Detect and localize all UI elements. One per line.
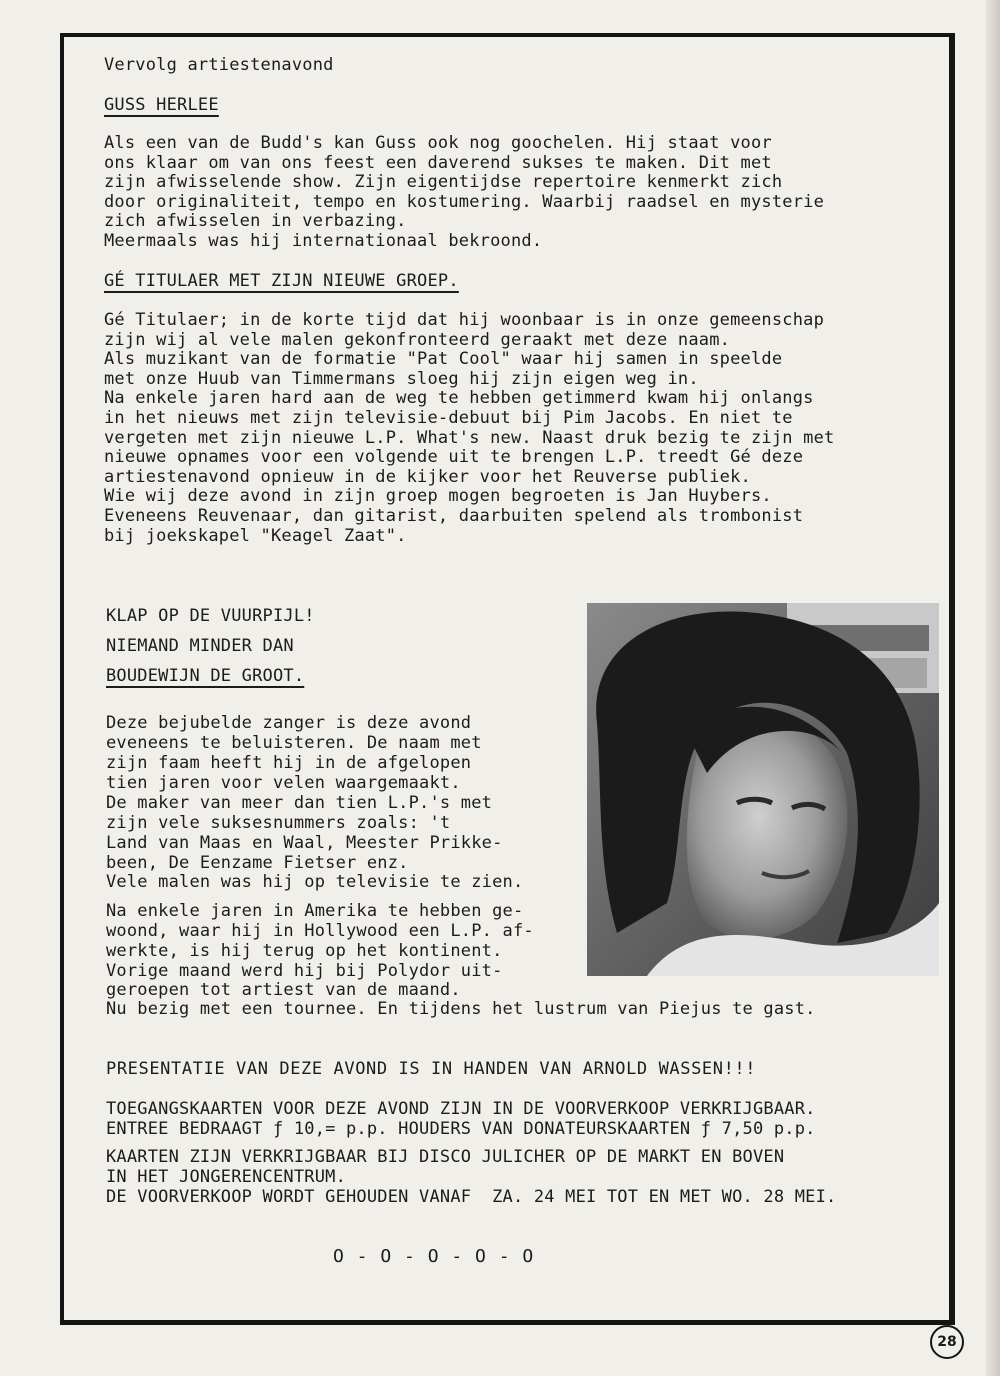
text-line: Eveneens Reuvenaar, dan gitarist, daarbuiten spelend als trombonist [104, 506, 804, 526]
text-line: nieuwe opnames voor een volgende uit te brengen L.P. treedt Gé deze [104, 447, 804, 468]
text-line: Wie wij deze avond in zijn groep mogen begroeten is Jan Huybers. [104, 486, 772, 507]
tickets-notice-line-2: ENTREE BEDRAAGT ƒ 10,= p.p. HOUDERS VAN DONATEURSKAARTEN ƒ 7,50 p.p. [106, 1119, 816, 1139]
text-line: zijn vele suksesnummers zoals: 't [106, 813, 451, 833]
text-line: bij joekskapel "Keagel Zaat". [104, 525, 407, 546]
text-line: Na enkele jaren in Amerika te hebben ge- [106, 901, 524, 921]
text-line: been, De Eenzame Fietser enz. [106, 853, 409, 873]
text-line: Vele malen was hij op televisie te zien. [106, 872, 524, 892]
ge-titulaer-heading: GÉ TITULAER MET ZIJN NIEUWE GROEP. [104, 271, 459, 291]
page-edge-shadow [986, 0, 1000, 1376]
continuation-heading: Vervolg artiestenavond [104, 55, 334, 75]
text-line: zijn faam heeft hij in de afgelopen [106, 753, 472, 773]
sales-notice-line-2: IN HET JONGERENCENTRUM. [106, 1167, 347, 1187]
text-line: werkte, is hij terug op het kontinent. [106, 941, 503, 961]
text-line: woond, waar hij in Hollywood een L.P. af- [106, 921, 534, 941]
page-number: 28 [937, 1334, 957, 1350]
guss-herlee-heading: GUSS HERLEE [104, 95, 219, 115]
text-line: zijn afwisselende show. Zijn eigentijdse repertoire kenmerkt zich [104, 172, 783, 193]
text-line: Als muzikant van de formatie "Pat Cool" waar hij samen in speelde [104, 349, 783, 370]
text-line: artiestenavond opnieuw in de kijker voor het Reuverse publiek. [104, 466, 751, 487]
text-line: met onze Huub van Timmermans sloeg hij zijn eigen weg in. [104, 368, 699, 389]
text-line: Nu bezig met een tournee. En tijdens het lustrum van Piejus te gast. [106, 999, 816, 1019]
text-line: Vorige maand werd hij bij Polydor uit- [106, 961, 503, 981]
sales-notice-line-3: DE VOORVERKOOP WORDT GEHOUDEN VANAF ZA. 24 MEI TOT EN MET WO. 28 MEI. [106, 1187, 837, 1207]
portrait-photo [587, 603, 939, 976]
text-line: ons klaar om van ons feest een daverend sukses te maken. Dit met [104, 152, 772, 173]
text-line: Na enkele jaren hard aan de weg te hebben getimmerd kwam hij onlangs [104, 388, 814, 409]
text-line: zijn wij al vele malen gekonfronteerd geraakt met deze naam. [104, 329, 731, 350]
text-line: door originaliteit, tempo en kostumering. Waarbij raadsel en mysterie [104, 191, 825, 212]
text-line: Deze bejubelde zanger is deze avond [106, 713, 472, 733]
section-separator: O - O - O - O - O [333, 1246, 535, 1267]
text-line: De maker van meer dan tien L.P.'s met [106, 793, 493, 813]
tickets-notice-line-1: TOEGANGSKAARTEN VOOR DEZE AVOND ZIJN IN DE VOORVERKOOP VERKRIJGBAAR. [106, 1099, 816, 1119]
text-line: zich afwisselen in verbazing. [104, 211, 407, 232]
text-line: Als een van de Budd's kan Guss ook nog goochelen. Hij staat voor [104, 133, 772, 153]
text-line: Land van Maas en Waal, Meester Prikke- [106, 833, 503, 853]
text-line: eveneens te beluisteren. De naam met [106, 733, 482, 753]
sales-notice-line-1: KAARTEN ZIJN VERKRIJGBAAR BIJ DISCO JULICHER OP DE MARKT EN BOVEN [106, 1147, 785, 1167]
klap-op-de-vuurpijl-headline: KLAP OP DE VUURPIJL! [106, 606, 315, 626]
text-line: Gé Titulaer; in de korte tijd dat hij woonbaar is in onze gemeenschap [104, 310, 825, 330]
boudewijn-de-groot-heading: BOUDEWIJN DE GROOT. [106, 666, 305, 686]
text-line: Meermaals was hij internationaal bekroond. [104, 231, 543, 251]
presentation-notice: PRESENTATIE VAN DEZE AVOND IS IN HANDEN VAN ARNOLD WASSEN!!! [106, 1059, 757, 1079]
text-line: in het nieuws met zijn televisie-debuut bij Pim Jacobs. En niet te [104, 408, 793, 428]
page-number-badge [930, 1325, 964, 1359]
text-line: geroepen tot artiest van de maand. [106, 980, 461, 1000]
niemand-minder-dan-headline: NIEMAND MINDER DAN [106, 636, 294, 656]
text-line: tien jaren voor velen waargemaakt. [106, 773, 461, 793]
text-line: vergeten met zijn nieuwe L.P. What's new. Naast druk bezig te zijn met [104, 427, 835, 448]
